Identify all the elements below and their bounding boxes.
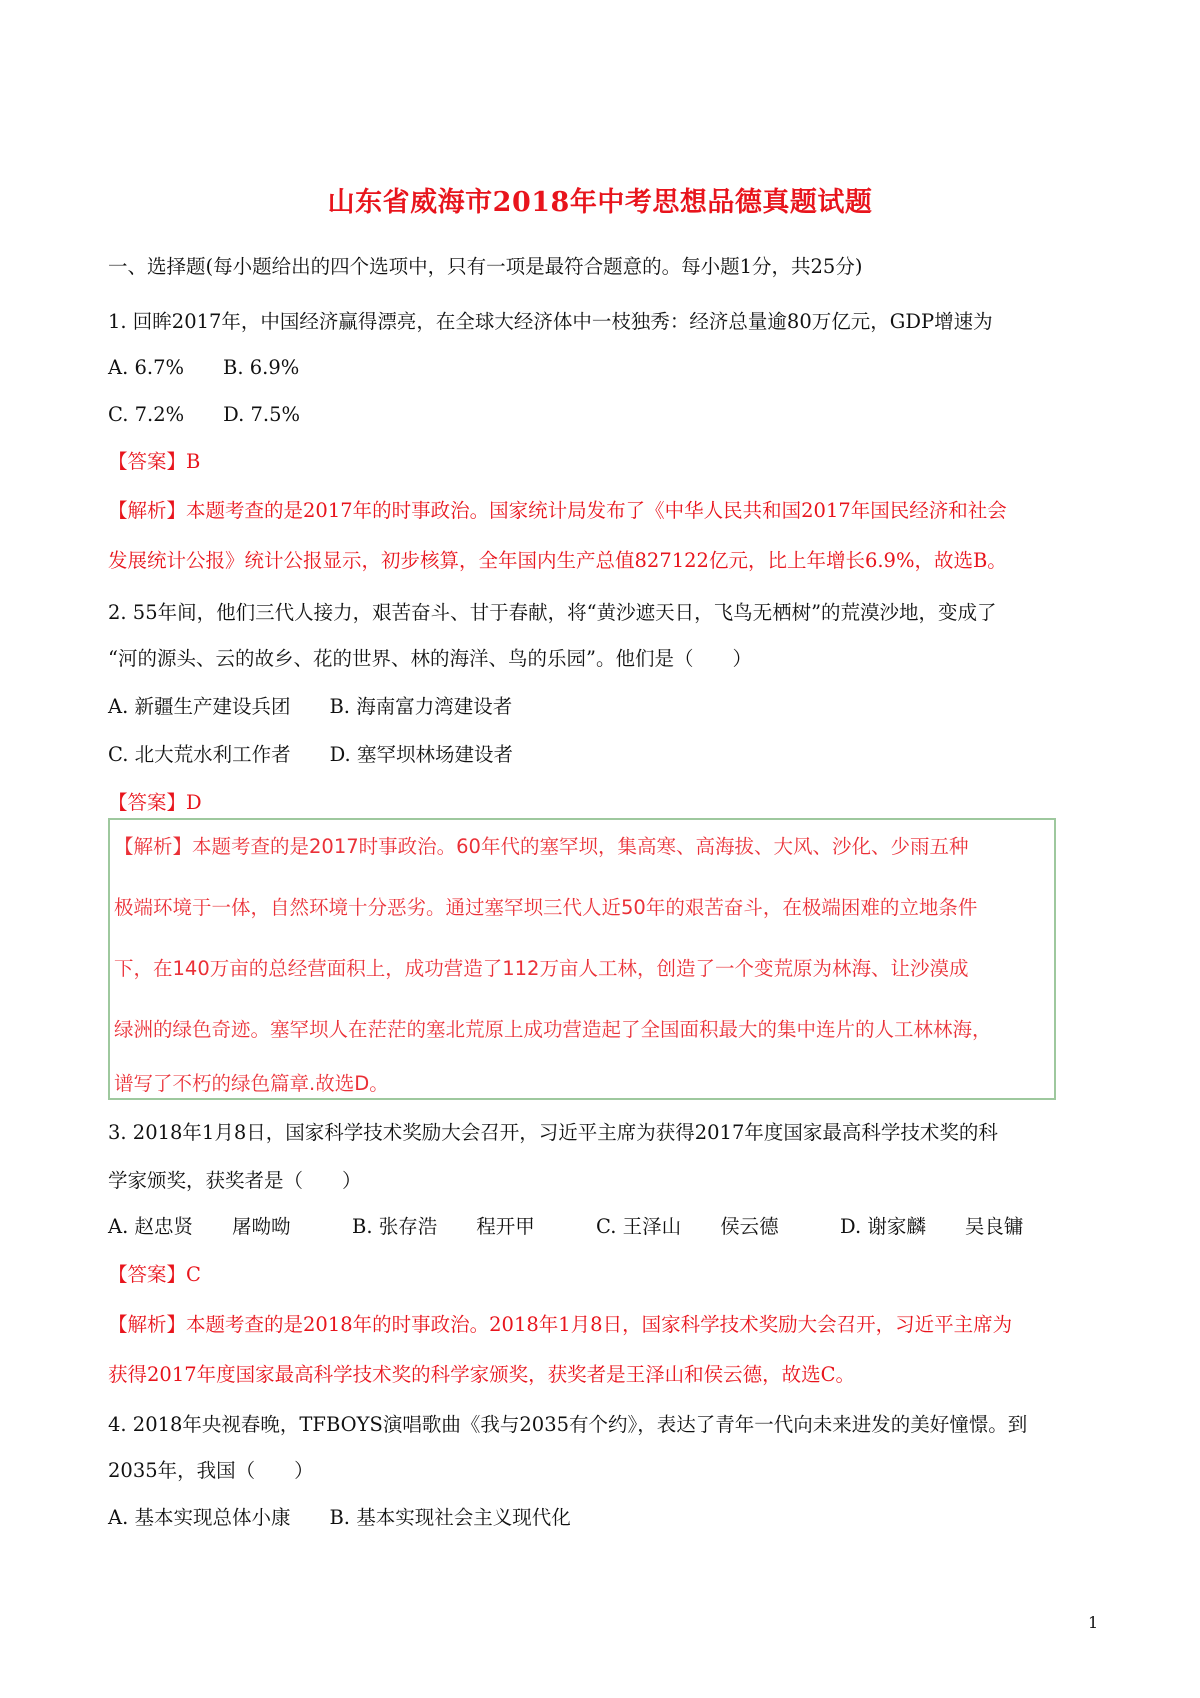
question-4-stem-line1: 4. 2018年央视春晚，TFBOYS演唱歌曲《我与2035有个约》，表达了青年一代向未来进发的美好憧憬。到 xyxy=(108,1413,1028,1436)
question-1-analysis-line2: 发展统计公报》统计公报显示，初步核算，全年国内生产总值827122亿元，比上年增长6.9%，故选B。 xyxy=(108,549,1007,572)
question-2-answer xyxy=(108,788,1108,818)
answer-tag: 【答案】 xyxy=(108,450,187,473)
question-3-stem-line1: 3. 2018年1月8日，国家科学技术奖励大会召开，习近平主席为获得2017年度国家最高科学技术奖的科 xyxy=(108,1121,998,1144)
question-2-analysis-line2: 极端环境于一体，自然环境十分恶劣。通过塞罕坝三代人近50年的艰苦奋斗，在极端困难的立地条件 xyxy=(114,896,978,919)
question-2-analysis-line5: 谱写了不朽的绿色篇章.故选D。 xyxy=(114,1072,389,1095)
question-2-analysis-line1: 【解析】本题考查的是2017时事政治。60年代的塞罕坝，集高寒、高海拔、大风、沙化、少雨五种 xyxy=(114,835,969,858)
answer-value: C xyxy=(186,1263,201,1286)
question-2-options-row2: C. 北大荒水利工作者 D. 塞罕坝林场建设者 xyxy=(108,743,513,766)
question-3-stem-line2: 学家颁奖，获奖者是（ ） xyxy=(108,1169,362,1192)
answer-tag: 【答案】 xyxy=(108,791,187,814)
question-3-option-a: A. 赵忠贤 屠呦呦 xyxy=(108,1215,291,1238)
question-1-options-row1: A. 6.7% B. 6.9% xyxy=(108,356,300,379)
question-3-analysis-line2: 获得2017年度国家最高科学技术奖的科学家颁奖，获奖者是王泽山和侯云德，故选C。 xyxy=(108,1363,856,1386)
question-3-analysis-line1 xyxy=(108,1310,1108,1340)
question-3-option-c: C. 王泽山 侯云德 xyxy=(596,1215,779,1238)
answer-value: B xyxy=(186,450,201,473)
question-1-analysis-line1 xyxy=(108,496,1108,526)
page-number: 1 xyxy=(1088,1613,1099,1632)
question-4-options-row1: A. 基本实现总体小康 B. 基本实现社会主义现代化 xyxy=(108,1506,571,1529)
question-1-stem: 1. 回眸2017年，中国经济赢得漂亮，在全球大经济体中一枝独秀：经济总量逾80万亿元，GDP增速为 xyxy=(108,310,993,333)
question-3-option-d: D. 谢家麟 吴良镛 xyxy=(840,1215,1024,1238)
question-2-options-row1: A. 新疆生产建设兵团 B. 海南富力湾建设者 xyxy=(108,695,513,718)
answer-tag: 【答案】 xyxy=(108,1263,187,1286)
question-4-stem-line2: 2035年，我国（ ） xyxy=(108,1459,314,1482)
question-2-stem-line2: “河的源头、云的故乡、花的世界、林的海洋、鸟的乐园”。他们是（ ） xyxy=(108,647,752,670)
analysis-text: 本题考查的是2018年的时事政治。2018年1月8日，国家科学技术奖励大会召开，习近平主席为 xyxy=(186,1313,1013,1336)
question-2-stem-line1: 2. 55年间，他们三代人接力，艰苦奋斗、甘于春献，将“黄沙遮天日，飞鸟无栖树”的荒漠沙地，变成了 xyxy=(108,601,997,624)
section-heading: 一、选择题(每小题给出的四个选项中，只有一项是最符合题意的。每小题1分，共25分) xyxy=(108,255,863,278)
question-2-analysis-line3: 下，在140万亩的总经营面积上，成功营造了112万亩人工林，创造了一个变荒原为林海、让沙漠成 xyxy=(114,957,969,980)
analysis-text: 本题考查的是2017年的时事政治。国家统计局发布了《中华人民共和国2017年国民经济和社会 xyxy=(186,499,1007,522)
question-3-option-b: B. 张存浩 程开甲 xyxy=(352,1215,535,1238)
question-1-answer xyxy=(108,447,1108,477)
analysis-tag: 【解析】 xyxy=(108,499,187,522)
analysis-tag: 【解析】 xyxy=(108,1313,187,1336)
page-title: 山东省威海市2018年中考思想品德真题试题 xyxy=(327,187,873,218)
question-2-analysis-box xyxy=(108,818,1056,1100)
answer-value: D xyxy=(186,791,202,814)
question-1-options-row2: C. 7.2% D. 7.5% xyxy=(108,403,301,426)
question-2-analysis-line4: 绿洲的绿色奇迹。塞罕坝人在茫茫的塞北荒原上成功营造起了全国面积最大的集中连片的人工林林海， xyxy=(114,1018,992,1041)
question-3-answer xyxy=(108,1260,1108,1290)
